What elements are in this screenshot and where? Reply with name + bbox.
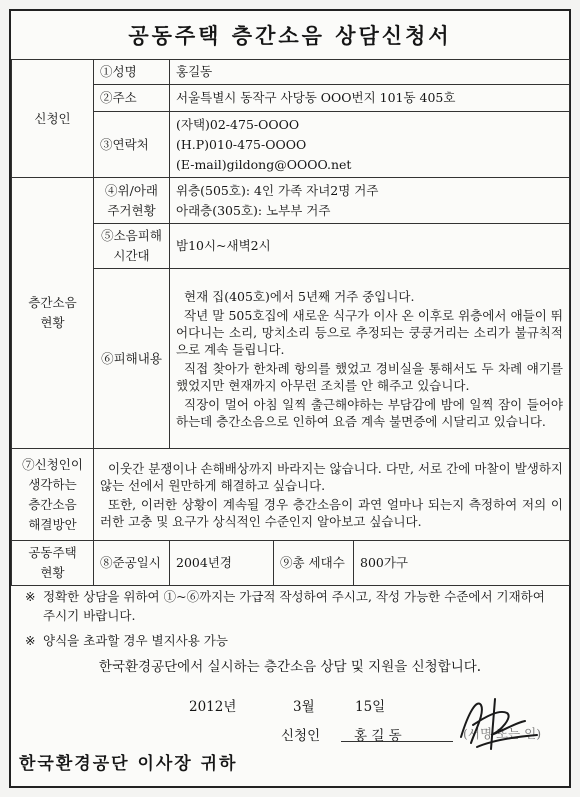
damage-paragraph: 직접 찾아가 한차례 항의를 했었고 경비실을 통해서도 두 차례 얘기를 했었지만 현재까지 아무런 조치를 안 해주고 있습니다. [176, 360, 564, 393]
application-form [9, 9, 571, 788]
seal-text: (서명 또는 인) [463, 726, 542, 741]
residents-upper: 위층(505호): 4인 가족 자녀2명 거주 [176, 182, 379, 198]
damage-paragraph: 직장이 멀어 아침 일찍 출근해야하는 부담감에 밤에 일찍 잠이 들어야 하는데 층간소음으로 인하여 요즘 계속 불면증에 시달리고 있습니다. [176, 396, 564, 429]
contact-email: (E-mail)gildong@OOOO.net [176, 156, 352, 172]
notes [25, 587, 555, 656]
note-mark: ※ [25, 633, 36, 648]
date-day: 15일 [355, 699, 386, 715]
apply-statement: 한국환경공단에서 실시하는 층간소음 상담 및 지원을 신청합니다. [98, 659, 482, 675]
year-label: ⑧준공일시 [94, 541, 170, 586]
row-damage [12, 269, 570, 449]
residents-lower: 아래층(305호): 노부부 거주 [176, 202, 331, 218]
note-text: 정확한 상담을 위하여 ①~⑥까지는 가급적 작성하여 주시고, 작성 가능한 수준에서 기재하여 주시기 바랍니다. [43, 589, 545, 623]
solution-value [94, 449, 570, 541]
note-item [25, 631, 555, 650]
address-value: 서울특별시 동작구 사당동 OOO번지 101동 405호 [170, 85, 570, 112]
residents-label [94, 178, 170, 224]
households-value: 800가구 [354, 541, 570, 586]
form-table [11, 59, 570, 586]
row-residents [12, 178, 570, 224]
row-address [12, 85, 570, 112]
form-title: 공동주택 층간소음 상담신청서 [11, 11, 569, 60]
section-solution [12, 449, 94, 541]
building-label-line-1: 공동주택 [28, 545, 77, 560]
name-value: 홍길동 [170, 60, 570, 85]
row-contact [12, 112, 570, 178]
households-label: ⑨총 세대수 [274, 541, 354, 586]
solution-paragraph: 이웃간 분쟁이나 손해배상까지 바라지는 않습니다. 다만, 서로 간에 마찰이 발생하지 않는 선에서 원만하게 해결하고 싶습니다. [100, 460, 564, 493]
time-label-line-2: 시간대 [113, 248, 150, 263]
residents-label-line-1: ④위/아래 [105, 182, 158, 198]
year-value: 2004년경 [170, 541, 274, 586]
row-building [12, 541, 570, 586]
row-name [12, 60, 570, 85]
damage-value [170, 269, 570, 449]
section-building [12, 541, 94, 586]
section-status [12, 178, 94, 449]
row-solution [12, 449, 570, 541]
handwritten-signature [451, 691, 543, 753]
solution-label-line-1: ⑦신청인이 [22, 456, 83, 472]
date-year: 2012년 [189, 699, 237, 715]
damage-paragraph: 현재 집(405호)에서 5년째 거주 중입니다. [184, 288, 415, 304]
solution-label-line-2: 생각하는 [28, 476, 77, 492]
note-item [25, 587, 555, 625]
section-status-line-2: 현황 [40, 315, 65, 330]
building-label-line-2: 현황 [40, 565, 65, 580]
solution-paragraph: 또한, 이러한 상황이 계속될 경우 층간소음이 과연 얼마나 되는지 측정하여 저의 이러한 고충 및 요구가 상식적인 수준인지 알아보고 싶습니다. [100, 496, 564, 529]
address-label: ②주소 [94, 85, 170, 112]
residents-value [170, 178, 570, 224]
section-applicant: 신청인 [12, 60, 94, 178]
contact-value [170, 112, 570, 178]
contact-label: ③연락처 [94, 112, 170, 178]
solution-label-line-4: 해결방안 [28, 516, 77, 532]
name-label: ①성명 [94, 60, 170, 85]
sign-underline [341, 741, 453, 742]
note-text: 양식을 초과할 경우 별지사용 가능 [43, 633, 228, 648]
contact-mobile: (H.P)010-475-OOOO [176, 136, 307, 152]
note-mark: ※ [25, 589, 36, 604]
section-status-line-1: 층간소음 [28, 295, 77, 310]
sign-label: 신청인 [281, 728, 321, 744]
damage-paragraph: 작년 말 505호집에 새로운 식구가 이사 온 이후로 위층에서 애들이 뛰어다니는 소리, 망치소리 등으로 추정되는 쿵쿵거리는 소리가 불규칙적으로 계속 들립니다. [176, 307, 564, 357]
sign-name: 홍 길 동 [354, 728, 402, 744]
time-label-line-1: ⑤소음피해 [101, 228, 162, 243]
time-value: 밤10시~새벽2시 [170, 224, 570, 269]
date-month: 3월 [293, 699, 315, 715]
solution-label-line-3: 층간소음 [28, 496, 77, 512]
damage-label: ⑥피해내용 [94, 269, 170, 449]
footer-recipient: 한국환경공단 이사장 귀하 [19, 754, 238, 774]
residents-label-line-2: 주거현황 [107, 202, 156, 218]
contact-home: (자택)02-475-OOOO [176, 116, 300, 132]
time-label [94, 224, 170, 269]
row-time [12, 224, 570, 269]
